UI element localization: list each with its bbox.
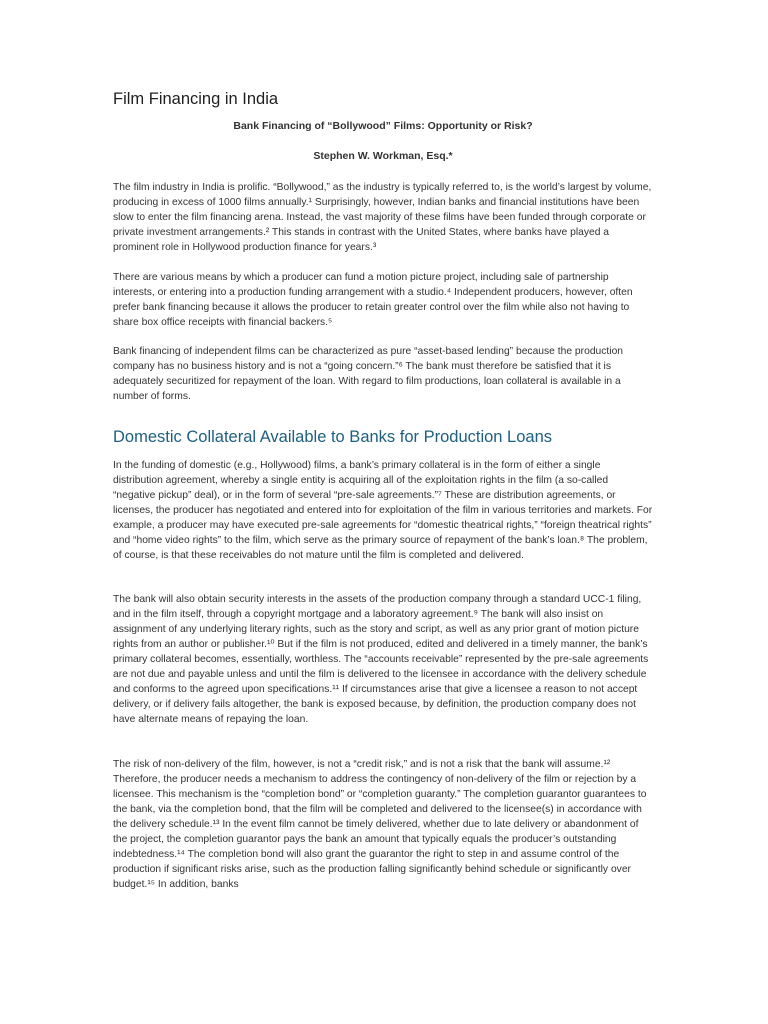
section-paragraph-3: The risk of non-delivery of the film, however, is not a “credit risk,” and is not a risk that the bank will assume.¹² Therefore, the producer needs a mechanism to address the contingency of non-delivery of the film or rejection by a licensee. This mechanism is the “completion bond” or “completion guaranty.” The completion guarantor guarantees to the bank, via the completion bond, that the film will be completed and delivered to the licensee(s) in accordance with the delivery schedule.¹³ In the event film cannot be timely delivered, whether due to late delivery or abandonment of the project, the completion guarantor pays the bank an amount that typically equals the producer’s outstanding indebtedness.¹⁴ The completion bond will also grant the guarantor the right to step in and assume control of the production if significant risks arise, such as the production falling significantly behind schedule or significantly over budget.¹⁵ In addition, banks: [113, 759, 647, 890]
section-paragraph-2: The bank will also obtain security interests in the assets of the production company through a standard UCC-1 filing, and in the film itself, through a copyright mortgage and a laboratory agreement.⁹ The bank will also insist on assignment of any underlying literary rights, such as the story and script, as well as any prior grant of motion picture rights from an author or publisher.¹⁰ But if the film is not produced, edited and delivered in a timely manner, the bank’s primary collateral becomes, essentially, worthless. The “accounts receivable” represented by the pre-sale agreements are not due and payable unless and until the film is delivered to the licensee in accordance with the delivery schedule and conforms to the agreed upon specifications.¹¹ If circumstances arise that give a licensee a reason to not accept delivery, or if delivery fails altogether, the bank is exposed because, by definition, the production company does not have alternate means of repaying the loan.: [113, 594, 649, 725]
section-heading: Domestic Collateral Available to Banks for Production Loans: [113, 428, 553, 446]
intro-paragraph-2: There are various means by which a producer can fund a motion picture project, including sale of partnership interests, or entering into a production funding arrangement with a studio.⁴ Independent producers, however, often prefer bank financing because it allows the producer to retain greater control over the film while also not having to share box office receipts with financial backers.⁵: [113, 272, 633, 328]
intro-paragraph-1: The film industry in India is prolific. “Bollywood,” as the industry is typically referred to, is the world’s largest by volume, producing in excess of 1000 films annually.¹ Surprisingly, however, Indian banks and financial institutions have been slow to enter the film financing arena. Instead, the vast majority of these films have been funded through corporate or private investment arrangements.² This stands in contrast with the United States, where banks have played a prominent role in Hollywood production finance for years.³: [113, 182, 652, 253]
author-byline: Stephen W. Workman, Esq.*: [313, 150, 453, 162]
intro-paragraph-3: Bank financing of independent films can be characterized as pure “asset-based lending” because the production company has no business history and is not a “going concern.”⁶ The bank must therefore be satisfied that it is adequately securitized for repayment of the loan. With regard to film productions, loan collateral is available in a number of forms.: [113, 346, 624, 402]
section-paragraph-1: In the funding of domestic (e.g., Hollywood) films, a bank’s primary collateral is in the form of either a single distribution agreement, whereby a single entity is acquiring all of the exploitation rights in the film (a so-called “negative pickup” deal), or in the form of several “pre-sale agreements.”⁷ These are distribution agreements, or licenses, the producer has negotiated and entered into for exploitation of the film in various territories and markets. For example, a producer may have executed pre-sale agreements for “domestic theatrical rights,” “foreign theatrical rights” and “home video rights” to the film, which serve as the primary source of repayment of the bank’s loan.⁸ The problem, of course, is that these receivables do not mature until the film is completed and delivered.: [113, 460, 653, 561]
document-title: Film Financing in India: [113, 90, 279, 108]
document-subtitle: Bank Financing of “Bollywood” Films: Opportunity or Risk?: [233, 120, 533, 132]
